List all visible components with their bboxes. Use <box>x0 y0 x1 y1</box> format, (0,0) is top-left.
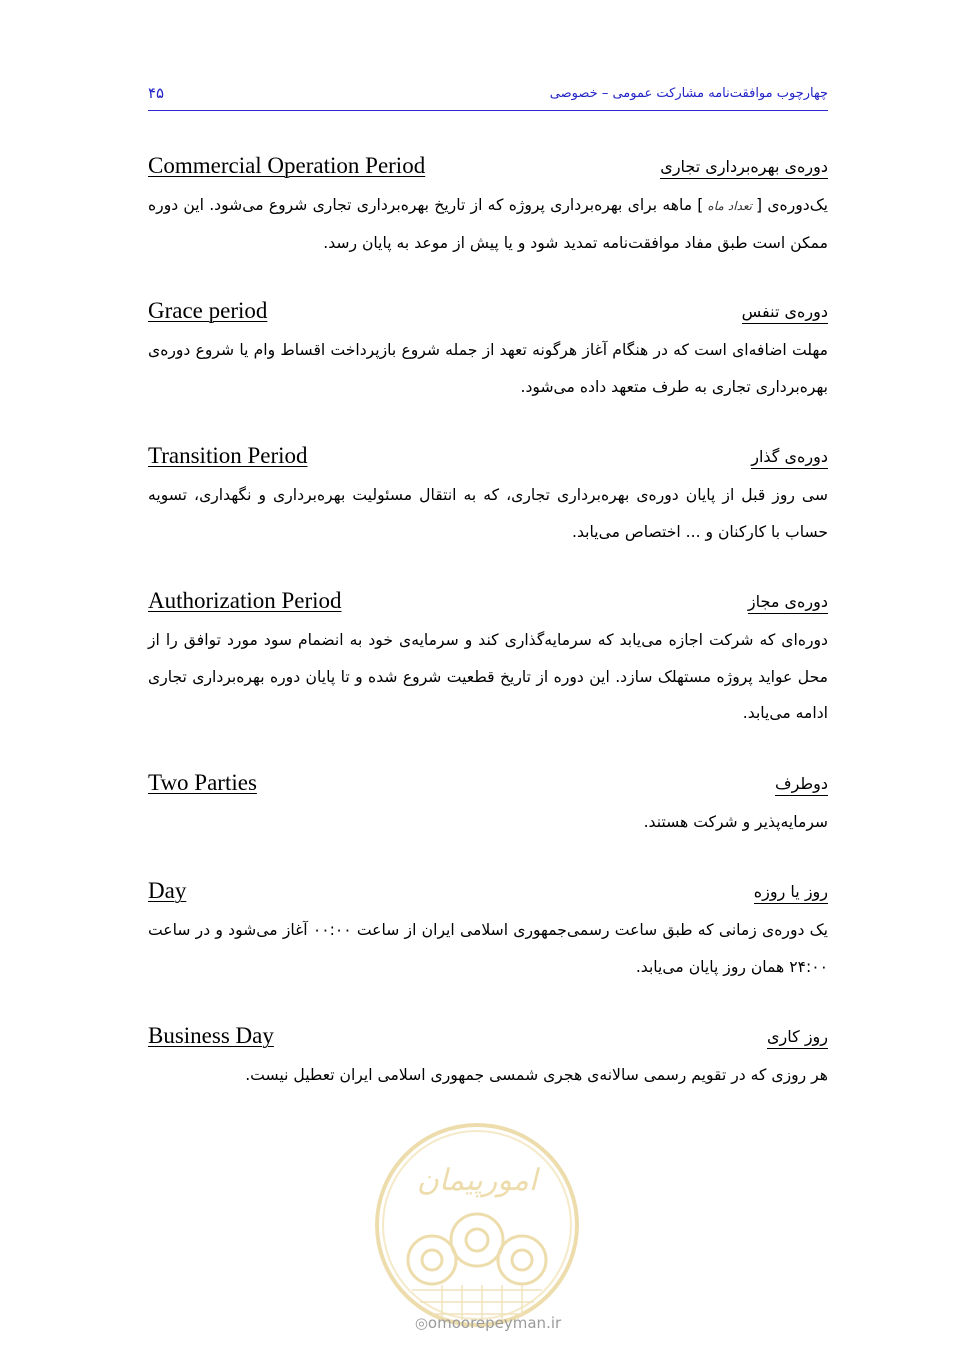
term-persian: دوره‌ی بهره‌برداری تجاری <box>660 157 828 179</box>
term-persian: دوطرف <box>775 774 828 796</box>
header-title: چهارچوب موافقت‌نامه مشارکت عمومی – خصوصی <box>549 86 828 101</box>
term-persian: دوره‌ی گذار <box>751 447 828 469</box>
watermark-url: ◎omoorepeyman.ir <box>414 1314 562 1332</box>
term-persian: روز یا روزه <box>754 882 828 904</box>
term-definition: دوره‌ای که شرکت اجازه می‌یابد که سرمایه‌گذاری کند و سرمایه‌ی خود به انضمام سود مورد توافق را از محل عواید پروژه مستهلک سازد. این دوره از تاریخ قطعیت شروع شده و تا پایان دوره بهره‌برداری تجاری ادامه می‌یابد. <box>148 631 828 722</box>
term-two-parties <box>148 770 828 841</box>
term-definition: مهلت اضافه‌ای است که در هنگام آغاز هرگونه تعهد از جمله شروع بازپرداخت اقساط وام یا شروع دوره‌ی بهره‌برداری تجاری به طرف متعهد داده می‌شود. <box>148 341 828 396</box>
term-english: Day <box>148 878 187 903</box>
term-english: Authorization Period <box>148 588 342 613</box>
term-persian: روز کاری <box>767 1027 828 1049</box>
page-number: ۴۵ <box>148 84 165 102</box>
term-english: Grace period <box>148 298 268 323</box>
month-count-placeholder: تعداد ماه <box>707 199 752 213</box>
term-commercial-operation-period <box>148 153 828 261</box>
page-header <box>148 84 828 111</box>
term-english: Two Parties <box>148 770 257 795</box>
term-definition: سرمایه‌پذیر و شرکت هستند. <box>643 813 828 831</box>
term-english: Transition Period <box>148 443 308 468</box>
term-definition: یک‌دوره‌ی [تعداد ماه] ماهه برای بهره‌برداری پروژه که از تاریخ بهره‌برداری تجاری شروع می‌شود. این دوره ممکن است طبق مفاد موافقت‌نامه تمدید شود و یا پیش از موعد به پایان رسد. <box>148 196 829 252</box>
watermark-logo <box>372 1120 582 1330</box>
term-definition: یک دوره‌ی زمانی که طبق ساعت رسمی‌جمهوری اسلامی ایران از ساعت ۰۰:۰۰ آغاز می‌شود و در ساعت ۲۴:۰۰ همان روز پایان می‌یابد. <box>148 921 828 976</box>
term-persian: دوره‌ی تنفس <box>742 302 828 324</box>
term-definition: هر روزی که در تقویم رسمی سالانه‌ی هجری شمسی جمهوری اسلامی ایران تعطیل نیست. <box>245 1066 828 1084</box>
term-english: Commercial Operation Period <box>148 153 426 178</box>
term-persian: دوره‌ی مجاز <box>748 592 828 614</box>
term-english: Business Day <box>148 1023 274 1048</box>
term-transition-period <box>148 443 828 550</box>
term-definition: سی روز قبل از پایان دوره‌ی بهره‌برداری تجاری، که به انتقال مسئولیت بهره‌برداری و نگهداری، تسویه حساب با کارکنان و ... اختصاص می‌یابد. <box>148 486 828 541</box>
term-day <box>148 878 828 985</box>
logo-text: امورپیمان <box>416 1163 538 1198</box>
term-authorization-period <box>148 588 828 732</box>
term-business-day <box>148 1023 828 1094</box>
watermark-icon: ◎ <box>414 1314 428 1332</box>
term-grace-period <box>148 298 828 405</box>
